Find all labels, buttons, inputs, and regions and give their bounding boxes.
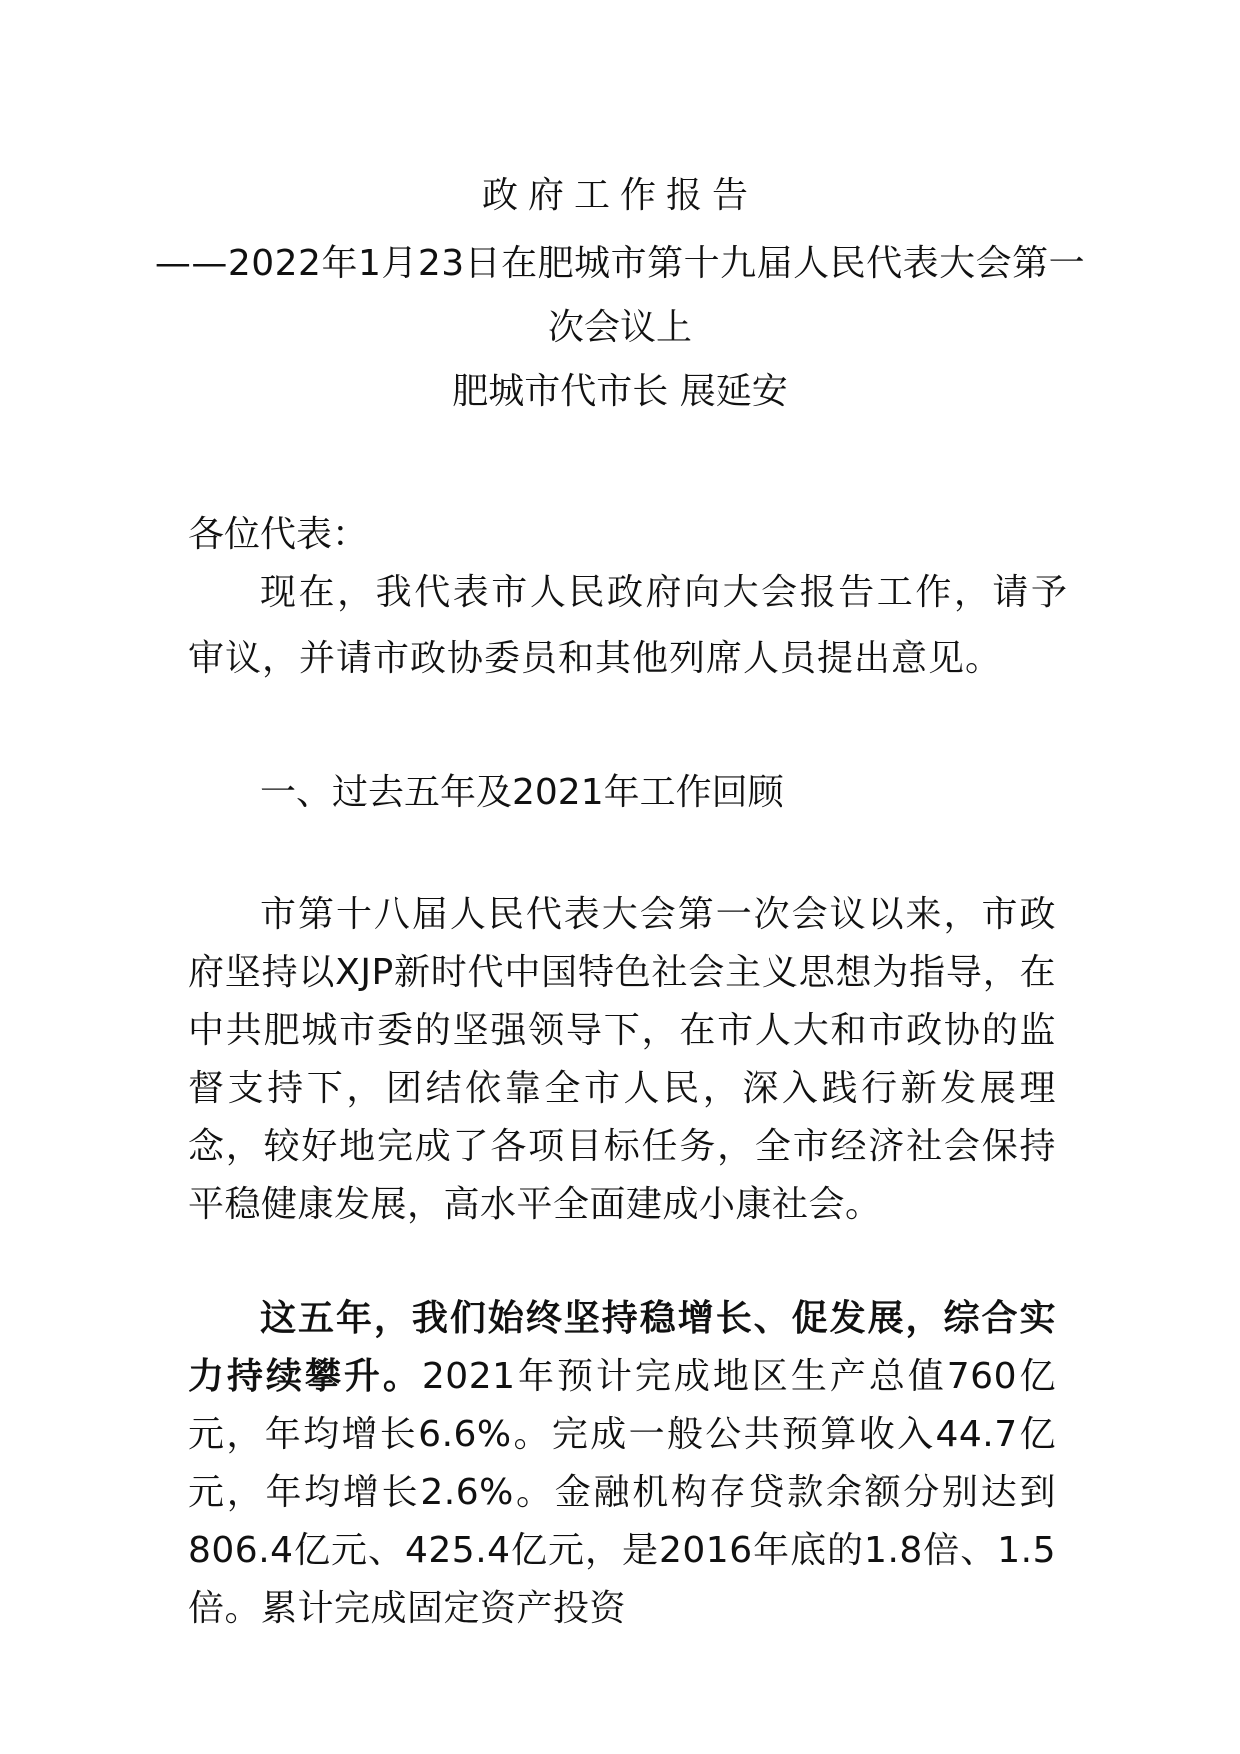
document-subtitle-line2: 次会议上	[547, 307, 692, 348]
paragraph-1: 市第十八届人民代表大会第一次会议以来，市政府坚持以XJP新时代中国特色社会主义思想为指导，在中共肥城市委的坚强领导下，在市人大和市政协的监督支持下，团结依靠全市人民，深入践行新发展理念，较好地完成了各项目标任务，全市经济社会保持平稳健康发展，高水平全面建成小康社会。	[188, 894, 1056, 1225]
intro-paragraph: 现在，我代表市人民政府向大会报告工作，请予审议，并请市政协委员和其他列席人员提出意见。	[188, 572, 1068, 679]
section-heading: 一、过去五年及2021年工作回顾	[260, 772, 784, 813]
paragraph-2-lead: 这五年，我们始终坚持稳增长、促发展，综合实力持续攀升。	[188, 1298, 1056, 1397]
greeting: 各位代表：	[188, 514, 369, 555]
paragraph-2	[188, 1290, 1056, 1638]
document-author: 肥城市代市长 展延安	[452, 371, 788, 412]
paragraph-2-body: 2021年预计完成地区生产总值760亿元，年均增长6.6%。完成一般公共预算收入44.7亿元，年均增长2.6%。金融机构存贷款余额分别达到806.4亿元、425.4亿元，是2016年底的1.8倍、1.5倍。累计完成固定资产投资	[188, 1356, 1056, 1629]
document-title: 政府工作报告	[481, 175, 758, 216]
document-subtitle-line1: ——2022年1月23日在肥城市第十九届人民代表大会第一	[154, 243, 1086, 284]
